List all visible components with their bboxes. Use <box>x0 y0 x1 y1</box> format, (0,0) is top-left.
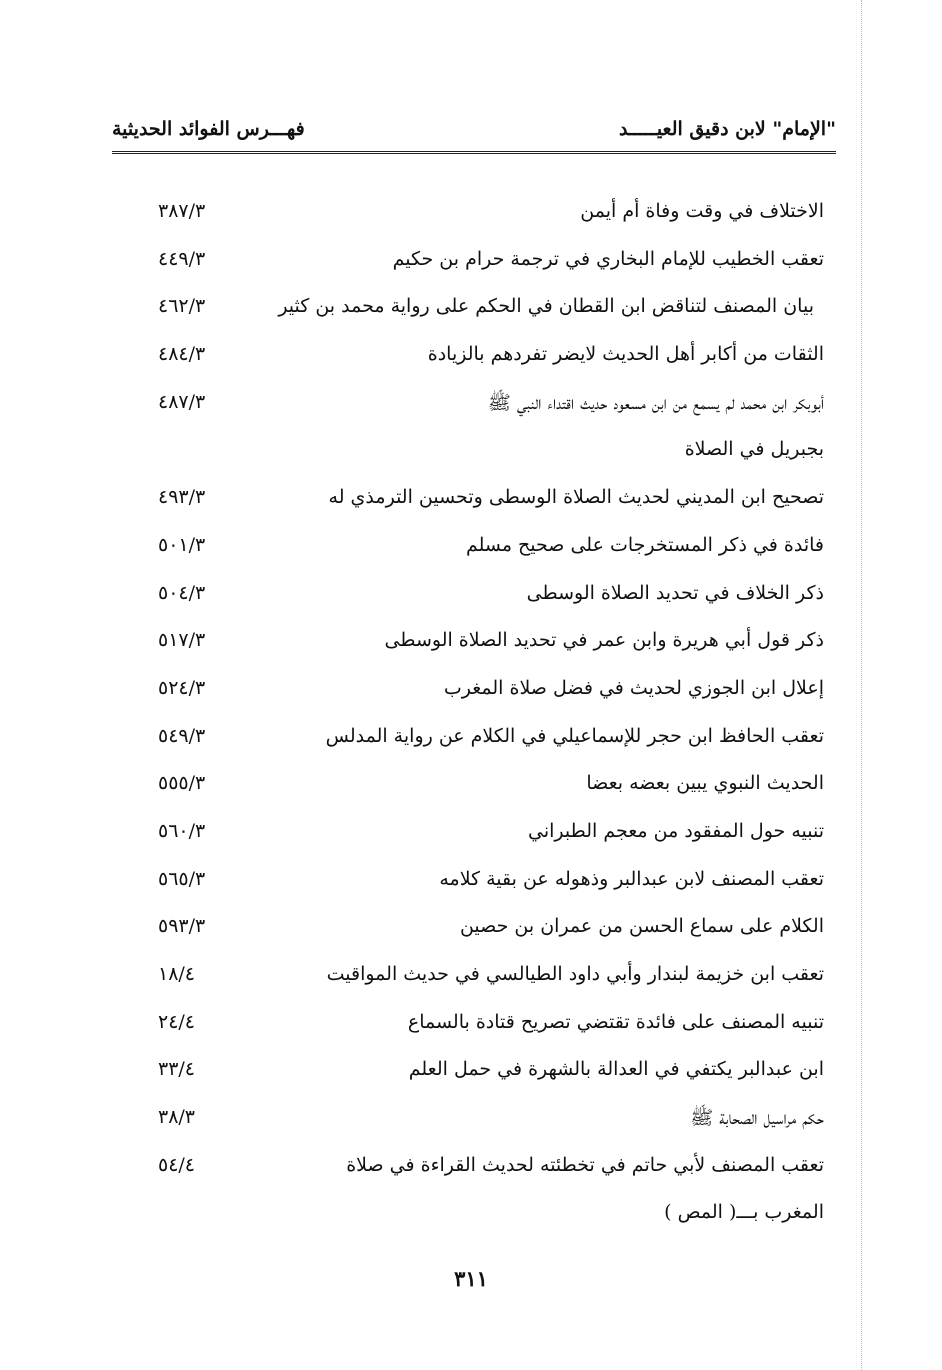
entry-page: ٥٤٩/٣ <box>158 724 206 747</box>
entry-page: ٤٩٣/٣ <box>158 486 206 509</box>
book-title: "الإمام" لابن دقيق العيـــــد <box>619 118 836 140</box>
entry-title: أبوبكر ابن محمد لم يسمع من ابن مسعود حديث اقتداء النبي ﷺ <box>487 391 824 414</box>
entry-page: ٥٦٥/٣ <box>158 867 206 890</box>
entry-title: تنبيه حول المفقود من معجم الطبراني <box>528 819 824 842</box>
entry-title: الاختلاف في وقت وفاة أم أيمن <box>580 200 824 222</box>
entry-page: ٥٠١/٣ <box>158 533 206 556</box>
entry-title: تعقب المصنف لأبي حاتم في تخطئته لحديث القراءة في صلاة <box>346 1153 824 1176</box>
index-entry <box>0 717 942 765</box>
index-entry <box>0 1193 942 1241</box>
index-entry <box>0 383 942 431</box>
entry-title: الثقات من أكابر أهل الحديث لايضر تفردهم بالزيادة <box>427 343 824 366</box>
entry-page: ٥٦٠/٣ <box>158 819 206 842</box>
index-title: فهـــرس الفوائد الحديثية <box>112 118 305 140</box>
entry-title: تصحيح ابن المديني لحديث الصلاة الوسطى وتحسين الترمذي له <box>328 486 824 509</box>
index-entries <box>0 192 942 1241</box>
index-entry <box>0 335 942 383</box>
index-entry <box>0 287 942 335</box>
entry-title: الكلام على سماع الحسن من عمران بن حصين <box>459 915 824 938</box>
entry-page: ٥٥٥/٣ <box>158 772 206 795</box>
index-entry <box>0 1050 942 1098</box>
index-entry <box>0 621 942 669</box>
entry-page: ٤٤٩/٣ <box>158 247 206 270</box>
entry-page: ٥١٧/٣ <box>158 629 206 652</box>
entry-page: ٣٨٧/٣ <box>158 200 206 222</box>
page-number: ٣١١ <box>454 1266 488 1291</box>
entry-title: ذكر قول أبي هريرة وابن عمر في تحديد الصلاة الوسطى <box>384 629 824 652</box>
entry-page: ٤٦٢/٣ <box>158 295 206 318</box>
index-entry <box>0 1098 942 1146</box>
running-header <box>112 118 836 148</box>
entry-page: ١٨/٤ <box>158 963 196 985</box>
entry-title: إعلال ابن الجوزي لحديث في فضل صلاة المغرب <box>443 676 824 699</box>
index-entry <box>0 192 942 240</box>
entry-page: ٥٢٤/٣ <box>158 676 206 699</box>
index-entry <box>0 860 942 908</box>
entry-title: حكم مراسيل الصحابة ﷺ <box>690 1107 824 1130</box>
index-entry <box>0 526 942 574</box>
entry-title: ابن عبدالبر يكتفي في العدالة بالشهرة في حمل العلم <box>408 1058 824 1081</box>
index-entry <box>0 812 942 860</box>
index-entry <box>0 955 942 1003</box>
index-entry <box>0 669 942 717</box>
entry-title: تنبيه المصنف على فائدة تقتضي تصريح قتادة بالسماع <box>407 1010 824 1033</box>
index-entry <box>0 907 942 955</box>
entry-title: تعقب الخطيب للإمام البخاري في ترجمة حرام بن حكيم <box>392 247 824 270</box>
entry-title: ذكر الخلاف في تحديد الصلاة الوسطى <box>526 581 824 604</box>
entry-page: ٣٣/٤ <box>158 1058 196 1081</box>
entry-page: ٥٤/٤ <box>158 1153 196 1176</box>
index-entry <box>0 764 942 812</box>
entry-title: بجبريل في الصلاة <box>684 438 824 461</box>
entry-page: ٣٨/٣ <box>158 1106 196 1129</box>
entry-title: الحديث النبوي يبين بعضه بعضا <box>586 772 824 795</box>
index-entry <box>0 430 942 478</box>
entry-title: بيان المصنف لتناقض ابن القطان في الحكم على رواية محمد بن كثير <box>278 295 814 318</box>
header-rule <box>112 151 836 154</box>
entry-title: فائدة في ذكر المستخرجات على صحيح مسلم <box>465 533 824 556</box>
entry-page: ٤٨٤/٣ <box>158 343 206 366</box>
entry-page: ٤٨٧/٣ <box>158 390 206 413</box>
entry-title: تعقب الحافظ ابن حجر للإسماعيلي في الكلام عن رواية المدلس <box>325 724 824 747</box>
index-entry <box>0 478 942 526</box>
entry-title: تعقب ابن خزيمة لبندار وأبي داود الطيالسي في حديث المواقيت <box>326 963 824 985</box>
index-entry <box>0 240 942 288</box>
entry-title: المغرب بـــ( المص ) <box>664 1201 824 1224</box>
index-entry <box>0 1146 942 1194</box>
entry-page: ٥٩٣/٣ <box>158 915 206 938</box>
entry-page: ٢٤/٤ <box>158 1010 196 1033</box>
index-entry <box>0 574 942 622</box>
index-entry <box>0 1003 942 1051</box>
entry-title: تعقب المصنف لابن عبدالبر وذهوله عن بقية كلامه <box>439 867 824 890</box>
entry-page: ٥٠٤/٣ <box>158 581 206 604</box>
